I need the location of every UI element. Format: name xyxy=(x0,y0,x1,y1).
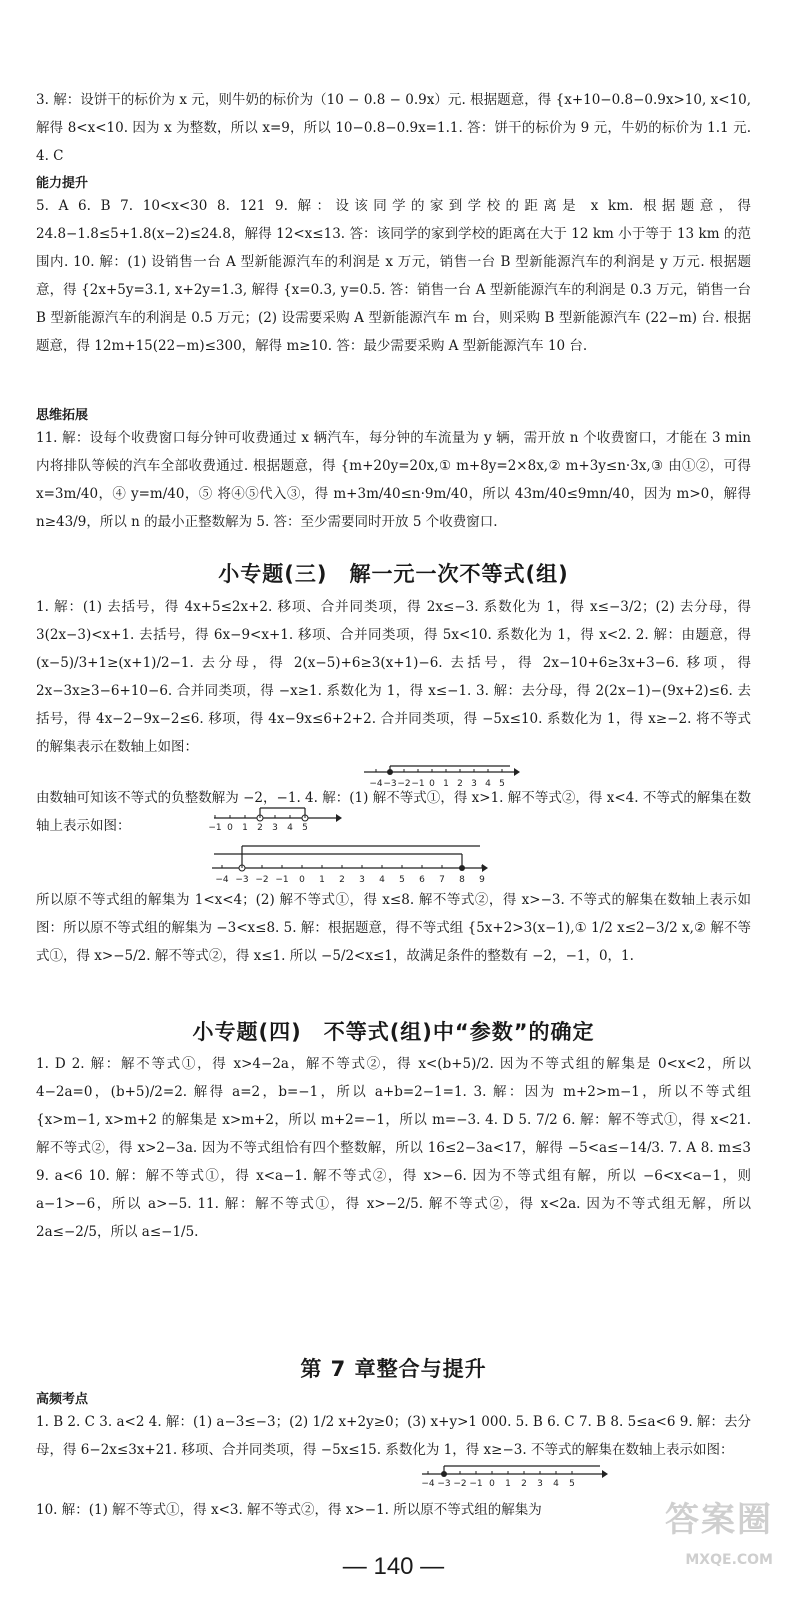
number-line-tick-label: 2 xyxy=(457,779,463,789)
number-line-tick-label: 4 xyxy=(287,823,293,833)
answer-block-topic4: 1. D 2. 解：解不等式①，得 x>4−2a，解不等式②，得 x<(b+5)/2. 因为不等式组的解集是 0<x<2，所以 4−2a=0，(b+5)/2=2. 解得 a=2，b=−1，所以 a+b=2−1=1. 3. 解：因为 m+2>m−1，所以不等式组 {x>m−1, x>m+2 的解集是 x>m+2，所以 m+2=−1，所以 m=−3. 4. D 5. 7/2 6. 解：解不等式①，得 x<21. 解不等式②，得 x>2−3a. 因为不等式组恰有四个整数解，所以 16≤2−3a<17，解得 −5<a≤−14/3. 7. A 8. m≤3 9. a<6 10. 解：解不等式①，得 x<a−1. 解不等式②，得 x>−6. 因为不等式组有解，所以 −6<x<a−1，则 a−1>−6，所以 a>−5. 11. 解：解不等式①，得 x>−2/5. 解不等式②，得 x<2a. 因为不等式组无解，所以 2a≤−2/5，所以 a≤−1/5. xyxy=(36,1056,751,1240)
number-line-tick-label: 0 xyxy=(227,823,233,833)
number-line-tick-label: 5 xyxy=(499,779,505,789)
answer-block-topic3-a: 1. 解：(1) 去括号，得 4x+5≤2x+2. 移项、合并同类项，得 2x≤−3. 系数化为 1，得 x≤−3/2；(2) 去分母，得 3(2x−3)<x+1. 去括号，得 6x−9<x+1. 移项、合并同类项，得 5x<10. 系数化为 1，得 x<2. 2. 解：由题意，得 (x−5)/3+1≥(x+1)/2−1. 去分母，得 2(x−5)+6≥3(x+1)−6. 去括号，得 2x−10+6≥3x+3−6. 移项，得 2x−3x≥3−6+10−6. 合并同类项，得 −x≥1. 系数化为 1，得 x≤−1. 3. 解：去分母，得 2(2x−1)−(9x+2)≤6. 去括号，得 4x−2−9x−2≤6. 移项，得 4x−9x≤6+2+2. 合并同类项，得 −5x≤10. 系数化为 1，得 x≥−2. 将不等式的解集表示在数轴上如图： xyxy=(36,599,751,755)
number-line-tick-label: 1 xyxy=(443,779,449,789)
answer-block-3-4: 3. 解：设饼干的标价为 x 元，则牛奶的标价为（10 − 0.8 − 0.9x）元. 根据题意，得 {x+10−0.8−0.9x>10, x<10, 解得 8<x<10. 因为 x 为整数，所以 x=9，所以 10−0.8−0.9x=1.1. 答：饼干的标价为 9 元，牛奶的标价为 1.1 元. 4. C xyxy=(36,92,751,164)
number-line-tick-label: 3 xyxy=(272,823,278,833)
number-line-tick-label: 1 xyxy=(505,1479,511,1489)
number-line-tick-label: −2 xyxy=(255,875,269,885)
number-line-tick-label: −1 xyxy=(208,823,222,833)
number-line-tick-label: −4 xyxy=(369,779,383,789)
number-line-tick-label: 6 xyxy=(419,875,425,885)
watermark-url: MXQE.COM xyxy=(685,1552,773,1568)
number-line-tick-label: 0 xyxy=(299,875,305,885)
number-line-tick-label: 1 xyxy=(319,875,325,885)
number-line-tick-label: −4 xyxy=(421,1479,435,1489)
watermark-logo-text: 答案圈 xyxy=(665,1500,773,1540)
number-line-tick-label: 0 xyxy=(429,779,435,789)
number-line-tick-label: −3 xyxy=(437,1479,451,1489)
number-line-tick-label: 5 xyxy=(569,1479,575,1489)
number-line-q4-2 xyxy=(210,842,490,886)
answer-block-topic3-c: 所以原不等式组的解集为 1<x<4；(2) 解不等式①，得 x≤8. 解不等式②，得 x>−3. 不等式的解集在数轴上表示如图：所以原不等式组的解集为 −3<x≤8. 5. 解：根据题意，得不等式组 {5x+2>3(x−1),① 1/2 x≤2−3/2 x,② 解不等式①，得 x>−5/2. 解不等式②，得 x≤1. 所以 −5/2<x≤1，故满足条件的整数有 −2，−1，0，1. xyxy=(36,892,751,964)
number-line-tick-label: 4 xyxy=(379,875,385,885)
answer-block-topic3-b: 由数轴可知该不等式的负整数解为 −2，−1. 4. 解：(1) 解不等式①，得 x>1. 解不等式②，得 x<4. 不等式的解集在数轴上表示如图： xyxy=(36,790,751,834)
number-line-tick-label: 0 xyxy=(489,1479,495,1489)
number-line-tick-label: 5 xyxy=(399,875,405,885)
watermark xyxy=(665,1500,773,1580)
section-title-topic-4: 小专题(四) 不等式(组)中“参数”的确定 xyxy=(192,1020,595,1044)
number-line-tick-label: 4 xyxy=(553,1479,559,1489)
number-line-tick-label: −1 xyxy=(411,779,425,789)
page-number: — 140 — xyxy=(342,1553,445,1580)
answer-block-ch7-q10: 10. 解：(1) 解不等式①，得 x<3. 解不等式②，得 x>−1. 所以原不等式组的解集为 xyxy=(36,1502,542,1518)
number-line-tick-label: 1 xyxy=(242,823,248,833)
number-line-tick-label: 7 xyxy=(439,875,445,885)
number-line-tick-label: −1 xyxy=(275,875,289,885)
section-title-chapter-7: 第 7 章整合与提升 xyxy=(300,1357,487,1381)
number-line-tick-label: −2 xyxy=(397,779,411,789)
number-line-tick-label: −3 xyxy=(383,779,397,789)
number-line-tick-label: 4 xyxy=(485,779,491,789)
number-line-ch7-q9 xyxy=(420,1462,610,1490)
answer-block-11: 11. 解：设每个收费窗口每分钟可收费通过 x 辆汽车，每分钟的车流量为 y 辆，需开放 n 个收费窗口，才能在 3 min 内将排队等候的汽车全部收费通过. 根据题意，得 {m+20y=20x,① m+8y=2×8x,② m+3y≤n·3x,③ 由①②，可得 x=3m/40，④ y=m/40，⑤ 将④⑤代入③，得 m+3m/40≤n·9m/40，所以 43m/40≤9mn/40，因为 m>0，解得 n≥43/9，所以 n 的最小正整数解为 5. 答：至少需要同时开放 5 个收费窗口. xyxy=(36,430,751,530)
section-label-thinking: 思维拓展 xyxy=(36,408,89,423)
number-line-tick-label: −4 xyxy=(215,875,229,885)
number-line-tick-label: 3 xyxy=(537,1479,543,1489)
number-line-tick-label: 3 xyxy=(471,779,477,789)
number-line-tick-label: −2 xyxy=(453,1479,467,1489)
number-line-tick-label: −3 xyxy=(235,875,249,885)
number-line-tick-label: 8 xyxy=(459,875,465,885)
number-line-tick-label: 3 xyxy=(359,875,365,885)
section-title-topic-3: 小专题(三) 解一元一次不等式(组) xyxy=(218,562,569,586)
number-line-q4-1 xyxy=(208,806,342,833)
section-label-frequent: 高频考点 xyxy=(36,1392,89,1407)
answer-block-ch7: 1. B 2. C 3. a<2 4. 解：(1) a−3≤−3；(2) 1/2 x+2y≥0；(3) x+y>1 000. 5. B 6. C 7. B 8. 5≤a<6 9. 解：去分母，得 6−2x≤3x+21. 移项、合并同类项，得 −5x≤15. 系数化为 1，得 x≥−3. 不等式的解集在数轴上表示如图： xyxy=(36,1414,751,1458)
number-line-tick-label: 2 xyxy=(521,1479,527,1489)
section-label-ability: 能力提升 xyxy=(36,176,89,191)
number-line-tick-label: 2 xyxy=(339,875,345,885)
number-line-tick-label: −1 xyxy=(469,1479,483,1489)
number-line-tick-label: 5 xyxy=(302,823,308,833)
number-line-tick-label: 2 xyxy=(257,823,263,833)
number-line-tick-label: 9 xyxy=(479,875,485,885)
answer-block-5-10: 5. A 6. B 7. 10<x<30 8. 121 9. 解：设该同学的家到学校的距离是 x km. 根据题意，得 24.8−1.8≤5+1.8(x−2)≤24.8，解得 12<x≤13. 答：该同学的家到学校的距离在大于 12 km 小于等于 13 km 的范围内. 10. 解：(1) 设销售一台 A 型新能源汽车的利润是 x 万元，销售一台 B 型新能源汽车的利润是 y 万元. 根据题意，得 {2x+5y=3.1, x+2y=1.3, 解得 {x=0.3, y=0.5. 答：销售一台 A 型新能源汽车的利润是 0.3 万元，销售一台 B 型新能源汽车的利润是 0.5 万元；(2) 设需要采购 A 型新能源汽车 m 台，则采购 B 型新能源汽车 (22−m) 台. 根据题意，得 12m+15(22−m)≤300，解得 m≥10. 答：最少需要采购 A 型新能源汽车 10 台. xyxy=(36,198,751,354)
